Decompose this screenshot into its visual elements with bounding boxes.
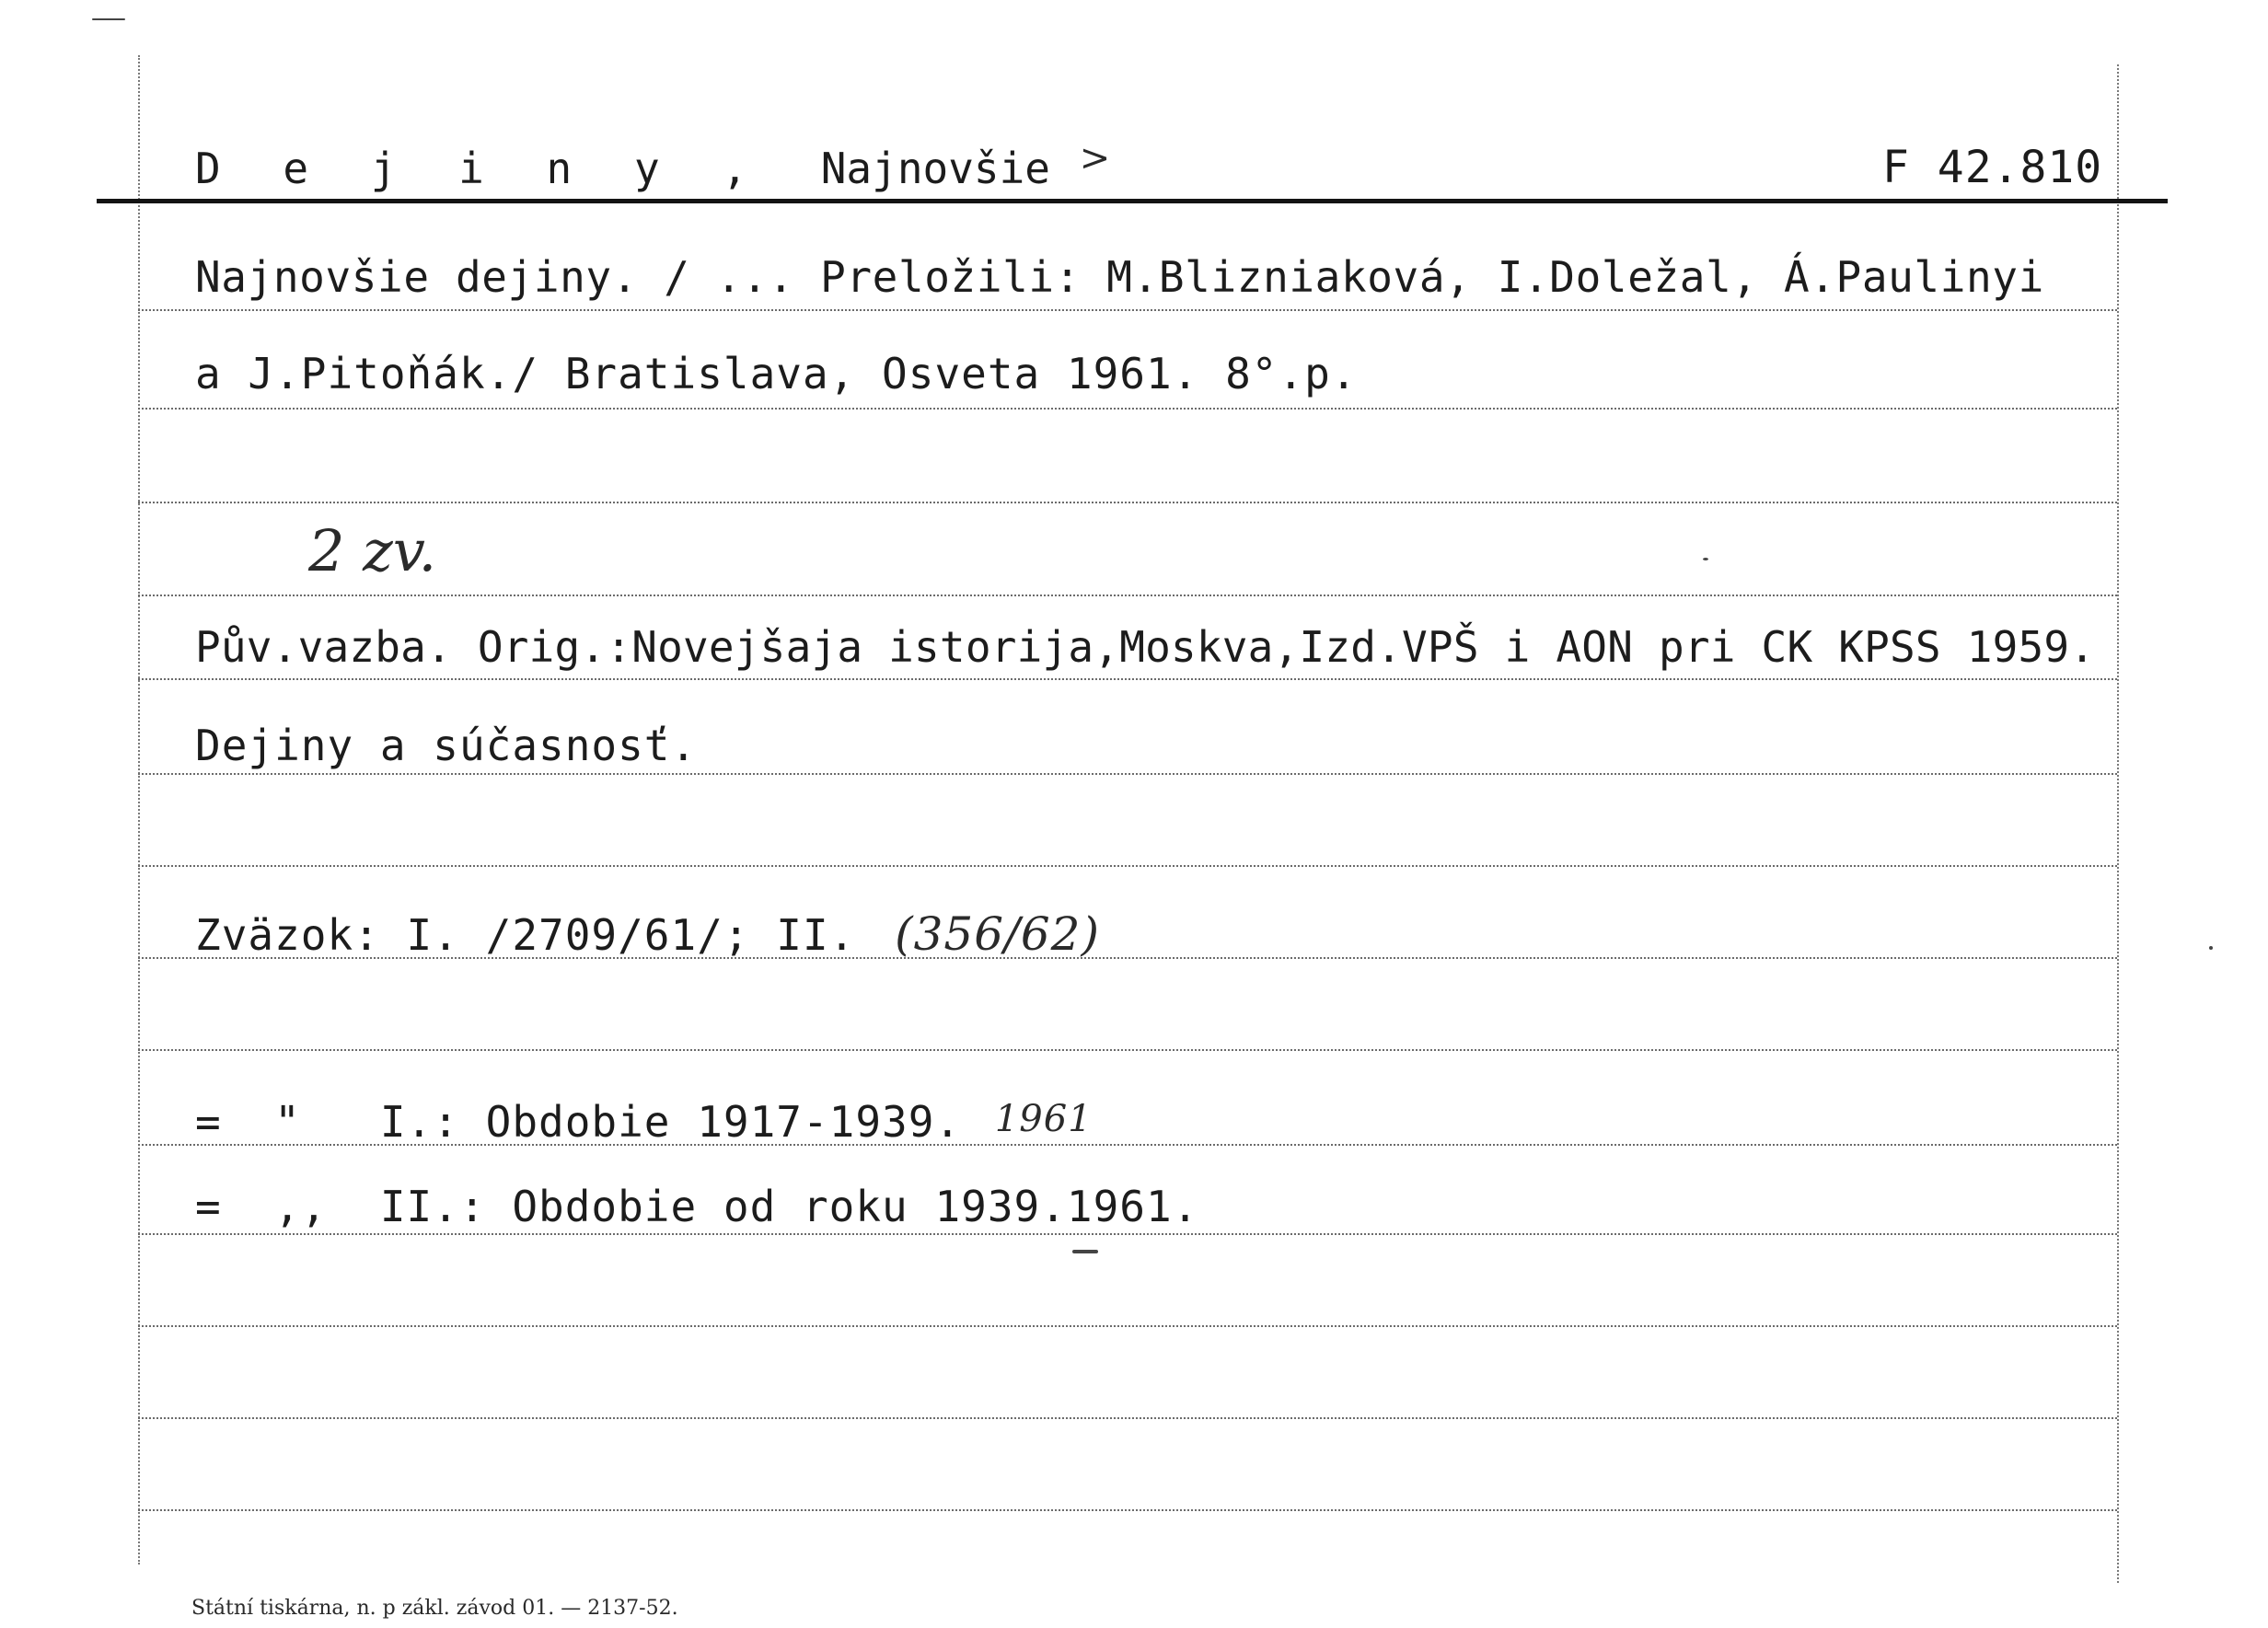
- rule-5: [138, 678, 2117, 680]
- handwritten-volumes: 2 zv.: [308, 517, 437, 584]
- rule-13: [138, 1417, 2117, 1419]
- part-1-handwritten-year: 1961: [994, 1098, 1093, 1140]
- part-1-typed: = " I.: Obdobie 1917-1939.: [195, 1097, 962, 1147]
- scan-speck: [1703, 558, 1708, 560]
- scan-speck: [2209, 946, 2213, 950]
- scan-speck: [92, 18, 125, 20]
- volumes-handwritten-number: (356/62): [895, 907, 1100, 961]
- part-2-line: = ,, II.: Obdobie od roku 1939.1961.: [195, 1182, 1199, 1231]
- call-number: F 42.810: [1882, 142, 2103, 193]
- scan-speck: [1072, 1250, 1098, 1253]
- notes-line-1: Pův.vazba. Orig.:Novejšaja istorija,Moskva,Izd.VPŠ i AON pri CK KPSS 1959.: [195, 622, 2096, 672]
- volumes-typed: Zväzok: I. /2709/61/; II.: [195, 910, 856, 960]
- printer-imprint: Státní tiskárna, n. p zákl. závod 01. — 2137-52.: [191, 1597, 678, 1620]
- rule-6: [138, 773, 2117, 775]
- rule-8: [138, 957, 2117, 959]
- card-heading: [195, 137, 1111, 193]
- right-margin-line: [2117, 64, 2119, 1583]
- notes-line-2: Dejiny a súčasnosť.: [195, 721, 698, 770]
- rule-2: [138, 408, 2117, 410]
- entry-line-1: Najnovšie dejiny. / ... Preložili: M.Blizniaková, I.Doležal, Á.Paulinyi: [195, 252, 2044, 302]
- rule-10: [138, 1144, 2117, 1146]
- rule-4: [138, 595, 2117, 596]
- part-1-line: [195, 1097, 1093, 1147]
- rule-12: [138, 1325, 2117, 1327]
- rule-9: [138, 1049, 2117, 1051]
- rule-7: [138, 865, 2117, 867]
- rule-1: [138, 309, 2117, 311]
- heading-handwritten-mark: >: [1079, 137, 1111, 179]
- heading-rule: [97, 199, 2168, 203]
- rule-3: [138, 502, 2117, 503]
- heading-subject-rest: Najnovšie: [820, 144, 1050, 193]
- volumes-line: [195, 907, 1100, 961]
- rule-14: [138, 1509, 2117, 1511]
- left-margin-line: [138, 55, 140, 1564]
- entry-line-2: a J.Pitoňák./ Bratislava, Osveta 1961. 8°.p.: [195, 349, 1358, 398]
- rule-11: [138, 1233, 2117, 1235]
- heading-subject: D e j i n y ,: [195, 144, 767, 193]
